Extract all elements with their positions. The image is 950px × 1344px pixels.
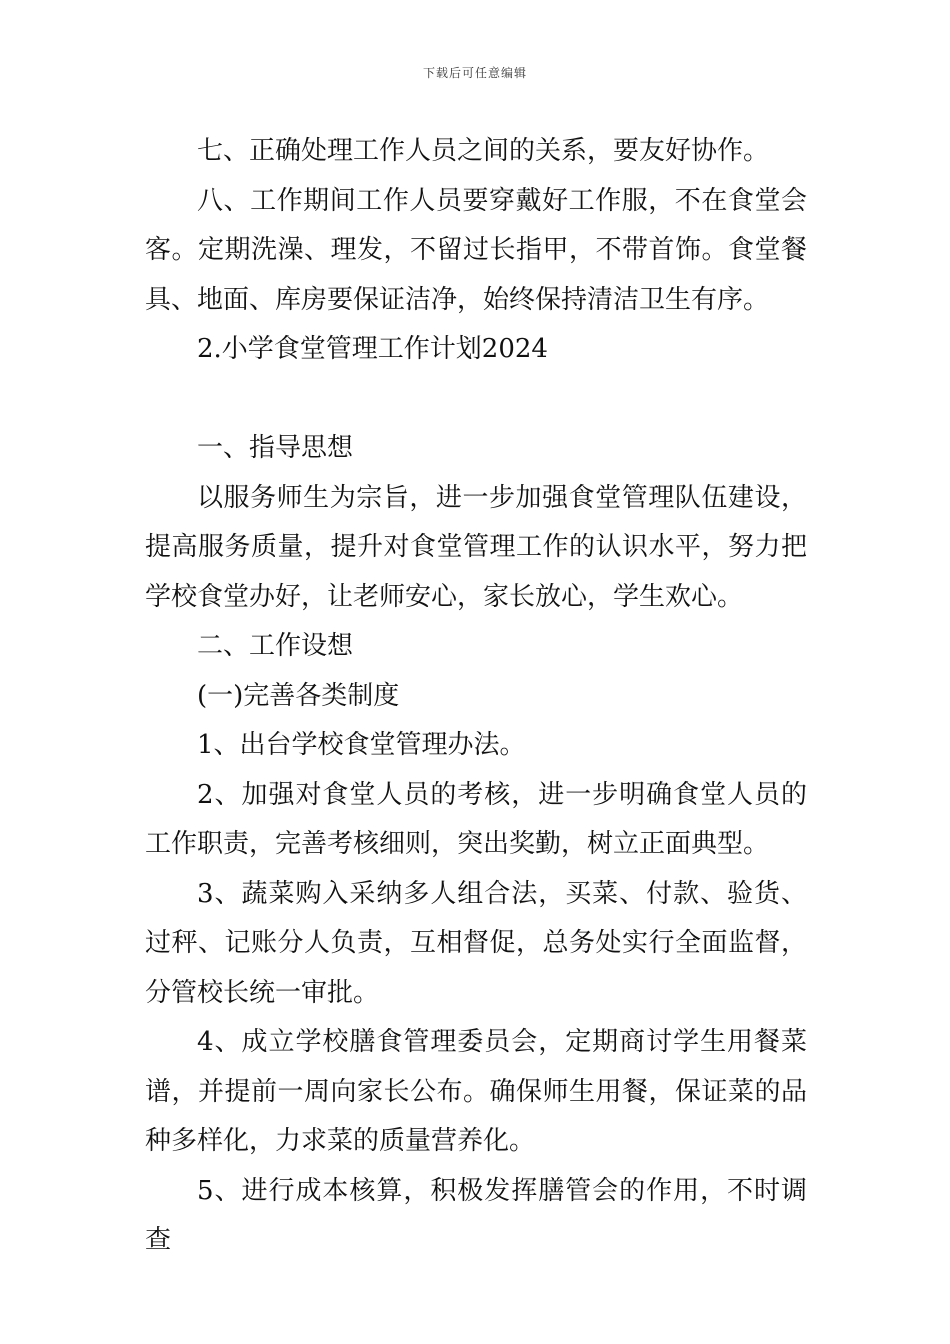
list-item-5: 5、进行成本核算，积极发挥膳管会的作用，不时调查 xyxy=(145,1175,807,1255)
document-body xyxy=(145,127,807,1266)
section-title: 2.小学食堂管理工作计划2024 xyxy=(197,334,548,364)
paragraph-item-8: 八、工作期间工作人员要穿戴好工作服，不在食堂会客。定期洗澡、理发，不留过长指甲，不带首饰。食堂餐具、地面、库房要保证洁净，始终保持清洁卫生有序。 xyxy=(145,185,807,315)
paragraph-item-7: 七、正确处理工作人员之间的关系，要友好协作。 xyxy=(197,136,770,166)
heading-work-plan: 二、工作设想 xyxy=(197,631,354,661)
list-item-2: 2、加强对食堂人员的考核，进一步明确食堂人员的工作职责，完善考核细则，突出奖勤，树立正面典型。 xyxy=(145,779,807,859)
list-item-1: 1、出台学校食堂管理办法。 xyxy=(197,730,526,760)
heading-guiding-ideology: 一、指导思想 xyxy=(197,433,354,463)
list-item-3: 3、蔬菜购入采纳多人组合法，买菜、付款、验货、过秤、记账分人负责，互相督促，总务处实行全面监督，分管校长统一审批。 xyxy=(145,878,807,1008)
page-header-note: 下载后可任意编辑 xyxy=(422,66,527,80)
paragraph-guiding-ideology: 以服务师生为宗旨，进一步加强食堂管理队伍建设，提高服务质量，提升对食堂管理工作的认识水平，努力把学校食堂办好，让老师安心，家长放心，学生欢心。 xyxy=(145,482,807,612)
list-item-4: 4、成立学校膳食管理委员会，定期商讨学生用餐菜谱，并提前一周向家长公布。确保师生用餐，保证菜的品种多样化，力求菜的质量营养化。 xyxy=(145,1027,807,1156)
subheading-systems: (一)完善各类制度 xyxy=(197,680,400,711)
blank-line xyxy=(145,375,807,425)
